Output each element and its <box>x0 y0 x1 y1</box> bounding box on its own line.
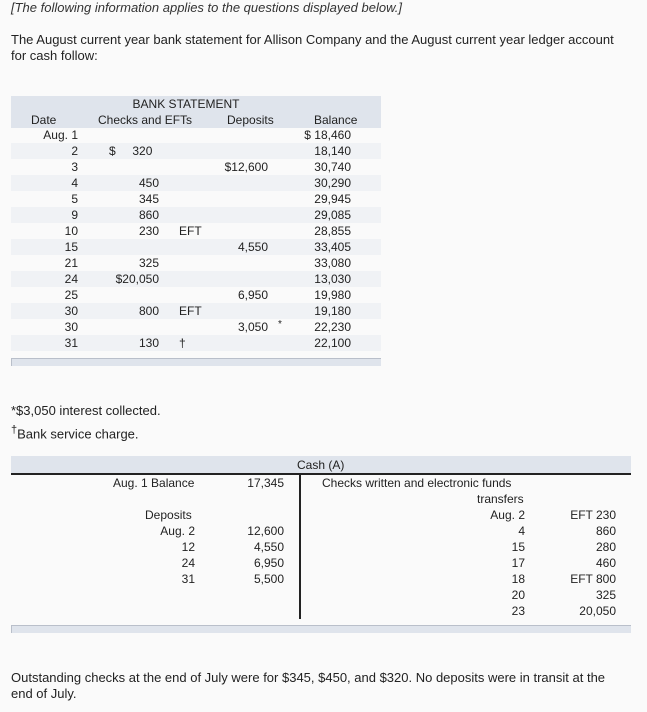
bank-balance: 22,230 <box>314 320 351 334</box>
bank-deposit: 6,950 <box>237 288 268 302</box>
bank-balance: 19,980 <box>314 288 351 302</box>
bank-check-amount: 800 <box>138 304 159 318</box>
bank-check-amount: 860 <box>138 208 159 222</box>
bank-statement-left-rule <box>11 358 12 366</box>
bank-date: 31 <box>64 336 78 350</box>
credit-label-line2: transfers <box>477 492 524 506</box>
bank-check-amount: 130 <box>138 336 159 350</box>
footnote-interest: *$3,050 interest collected. <box>11 403 161 418</box>
bank-check-tag: EFT <box>179 304 202 318</box>
credit-date: Aug. 2 <box>490 508 525 522</box>
credit-date: 15 <box>511 540 525 554</box>
debit-date: 12 <box>181 540 195 554</box>
closing-paragraph: Outstanding checks at the end of July were for $345, $450, and $320. No deposits were in transit at the end of July. <box>11 670 606 701</box>
credit-date: 18 <box>511 572 525 586</box>
bank-check-amount: 345 <box>138 192 159 206</box>
bank-date: Aug. 1 <box>43 128 78 142</box>
bank-date: 24 <box>64 272 78 286</box>
bank-date: 4 <box>71 176 78 190</box>
bank-check-amount: 230 <box>138 224 159 238</box>
lead-paragraph: The August current year bank statement for Allison Company and the August current year ledger account for cash follow: <box>11 32 614 63</box>
col-checks-header: Checks and EFTs <box>98 113 193 127</box>
bank-date: 5 <box>71 192 78 206</box>
bank-date: 25 <box>64 288 78 302</box>
bank-balance: 28,855 <box>314 224 351 238</box>
bank-balance: 19,180 <box>314 304 351 318</box>
bank-deposit-mark: * <box>278 319 282 330</box>
ledger-left-rule <box>11 625 12 633</box>
bank-deposit: 4,550 <box>237 240 268 254</box>
bank-check-amount: $ 320 <box>109 144 153 158</box>
credit-date: 20 <box>511 588 525 602</box>
col-balance-header: Balance <box>314 113 358 127</box>
debit-deposits-label: Deposits <box>145 508 192 522</box>
footnote-service-text: Bank service charge. <box>17 426 139 442</box>
bank-check-tag: EFT <box>179 224 202 238</box>
credit-amount: EFT 800 <box>570 572 616 586</box>
bank-balance: 29,945 <box>314 192 351 206</box>
ledger-title: Cash (A) <box>297 458 345 472</box>
bank-date: 30 <box>64 320 78 334</box>
credit-label-line1: Checks written and electronic funds <box>322 476 512 490</box>
bank-balance: 33,080 <box>314 256 351 270</box>
debit-balance-value: 17,345 <box>247 476 284 490</box>
bank-date: 3 <box>71 160 78 174</box>
bank-date: 9 <box>71 208 78 222</box>
debit-amount: 6,950 <box>253 556 284 570</box>
bank-date: 30 <box>64 304 78 318</box>
credit-amount: EFT 230 <box>570 508 616 522</box>
bank-deposit: $12,600 <box>224 160 268 174</box>
bank-balance: $ 18,460 <box>304 128 351 142</box>
ledger-bottom-bar <box>11 625 631 633</box>
credit-amount: 325 <box>595 588 616 602</box>
debit-date: 24 <box>181 556 195 570</box>
bank-date: 15 <box>64 240 78 254</box>
debit-amount: 4,550 <box>253 540 284 554</box>
footnote-service-charge <box>11 424 139 441</box>
credit-amount: 20,050 <box>579 604 616 618</box>
credit-amount: 860 <box>595 524 616 538</box>
bank-check-tag: † <box>179 336 186 350</box>
bank-balance: 13,030 <box>314 272 351 286</box>
credit-date: 17 <box>511 556 525 570</box>
bank-check-amount: 450 <box>138 176 159 190</box>
debit-amount: 5,500 <box>253 572 284 586</box>
bank-balance: 22,100 <box>314 336 351 350</box>
credit-amount: 460 <box>595 556 616 570</box>
debit-date: Aug. 2 <box>160 524 195 538</box>
debit-amount: 12,600 <box>247 524 284 538</box>
bank-check-amount: $20,050 <box>115 272 159 286</box>
bank-balance: 18,140 <box>314 144 351 158</box>
t-account-horizontal-rule <box>11 473 631 475</box>
bank-check-amount: 325 <box>138 256 159 270</box>
bank-statement-bottom-bar <box>11 358 381 366</box>
bank-balance: 30,290 <box>314 176 351 190</box>
bank-balance: 29,085 <box>314 208 351 222</box>
col-date-header: Date <box>31 113 57 127</box>
bank-date: 2 <box>71 144 78 158</box>
bank-balance: 33,405 <box>314 240 351 254</box>
t-account-vertical-rule <box>299 474 301 619</box>
credit-date: 4 <box>518 524 525 538</box>
credit-amount: 280 <box>595 540 616 554</box>
dagger-symbol: † <box>11 424 18 436</box>
bank-date: 21 <box>64 256 78 270</box>
debit-date: 31 <box>181 572 195 586</box>
credit-date: 23 <box>511 604 525 618</box>
col-deposits-header: Deposits <box>227 113 274 127</box>
bank-deposit: 3,050 <box>237 320 268 334</box>
bank-balance: 30,740 <box>314 160 351 174</box>
debit-balance-label: Aug. 1 Balance <box>113 476 195 490</box>
bank-statement-title: BANK STATEMENT <box>132 97 240 111</box>
intro-note: [The following information applies to the questions displayed below.] <box>11 0 402 15</box>
bank-date: 10 <box>64 224 78 238</box>
